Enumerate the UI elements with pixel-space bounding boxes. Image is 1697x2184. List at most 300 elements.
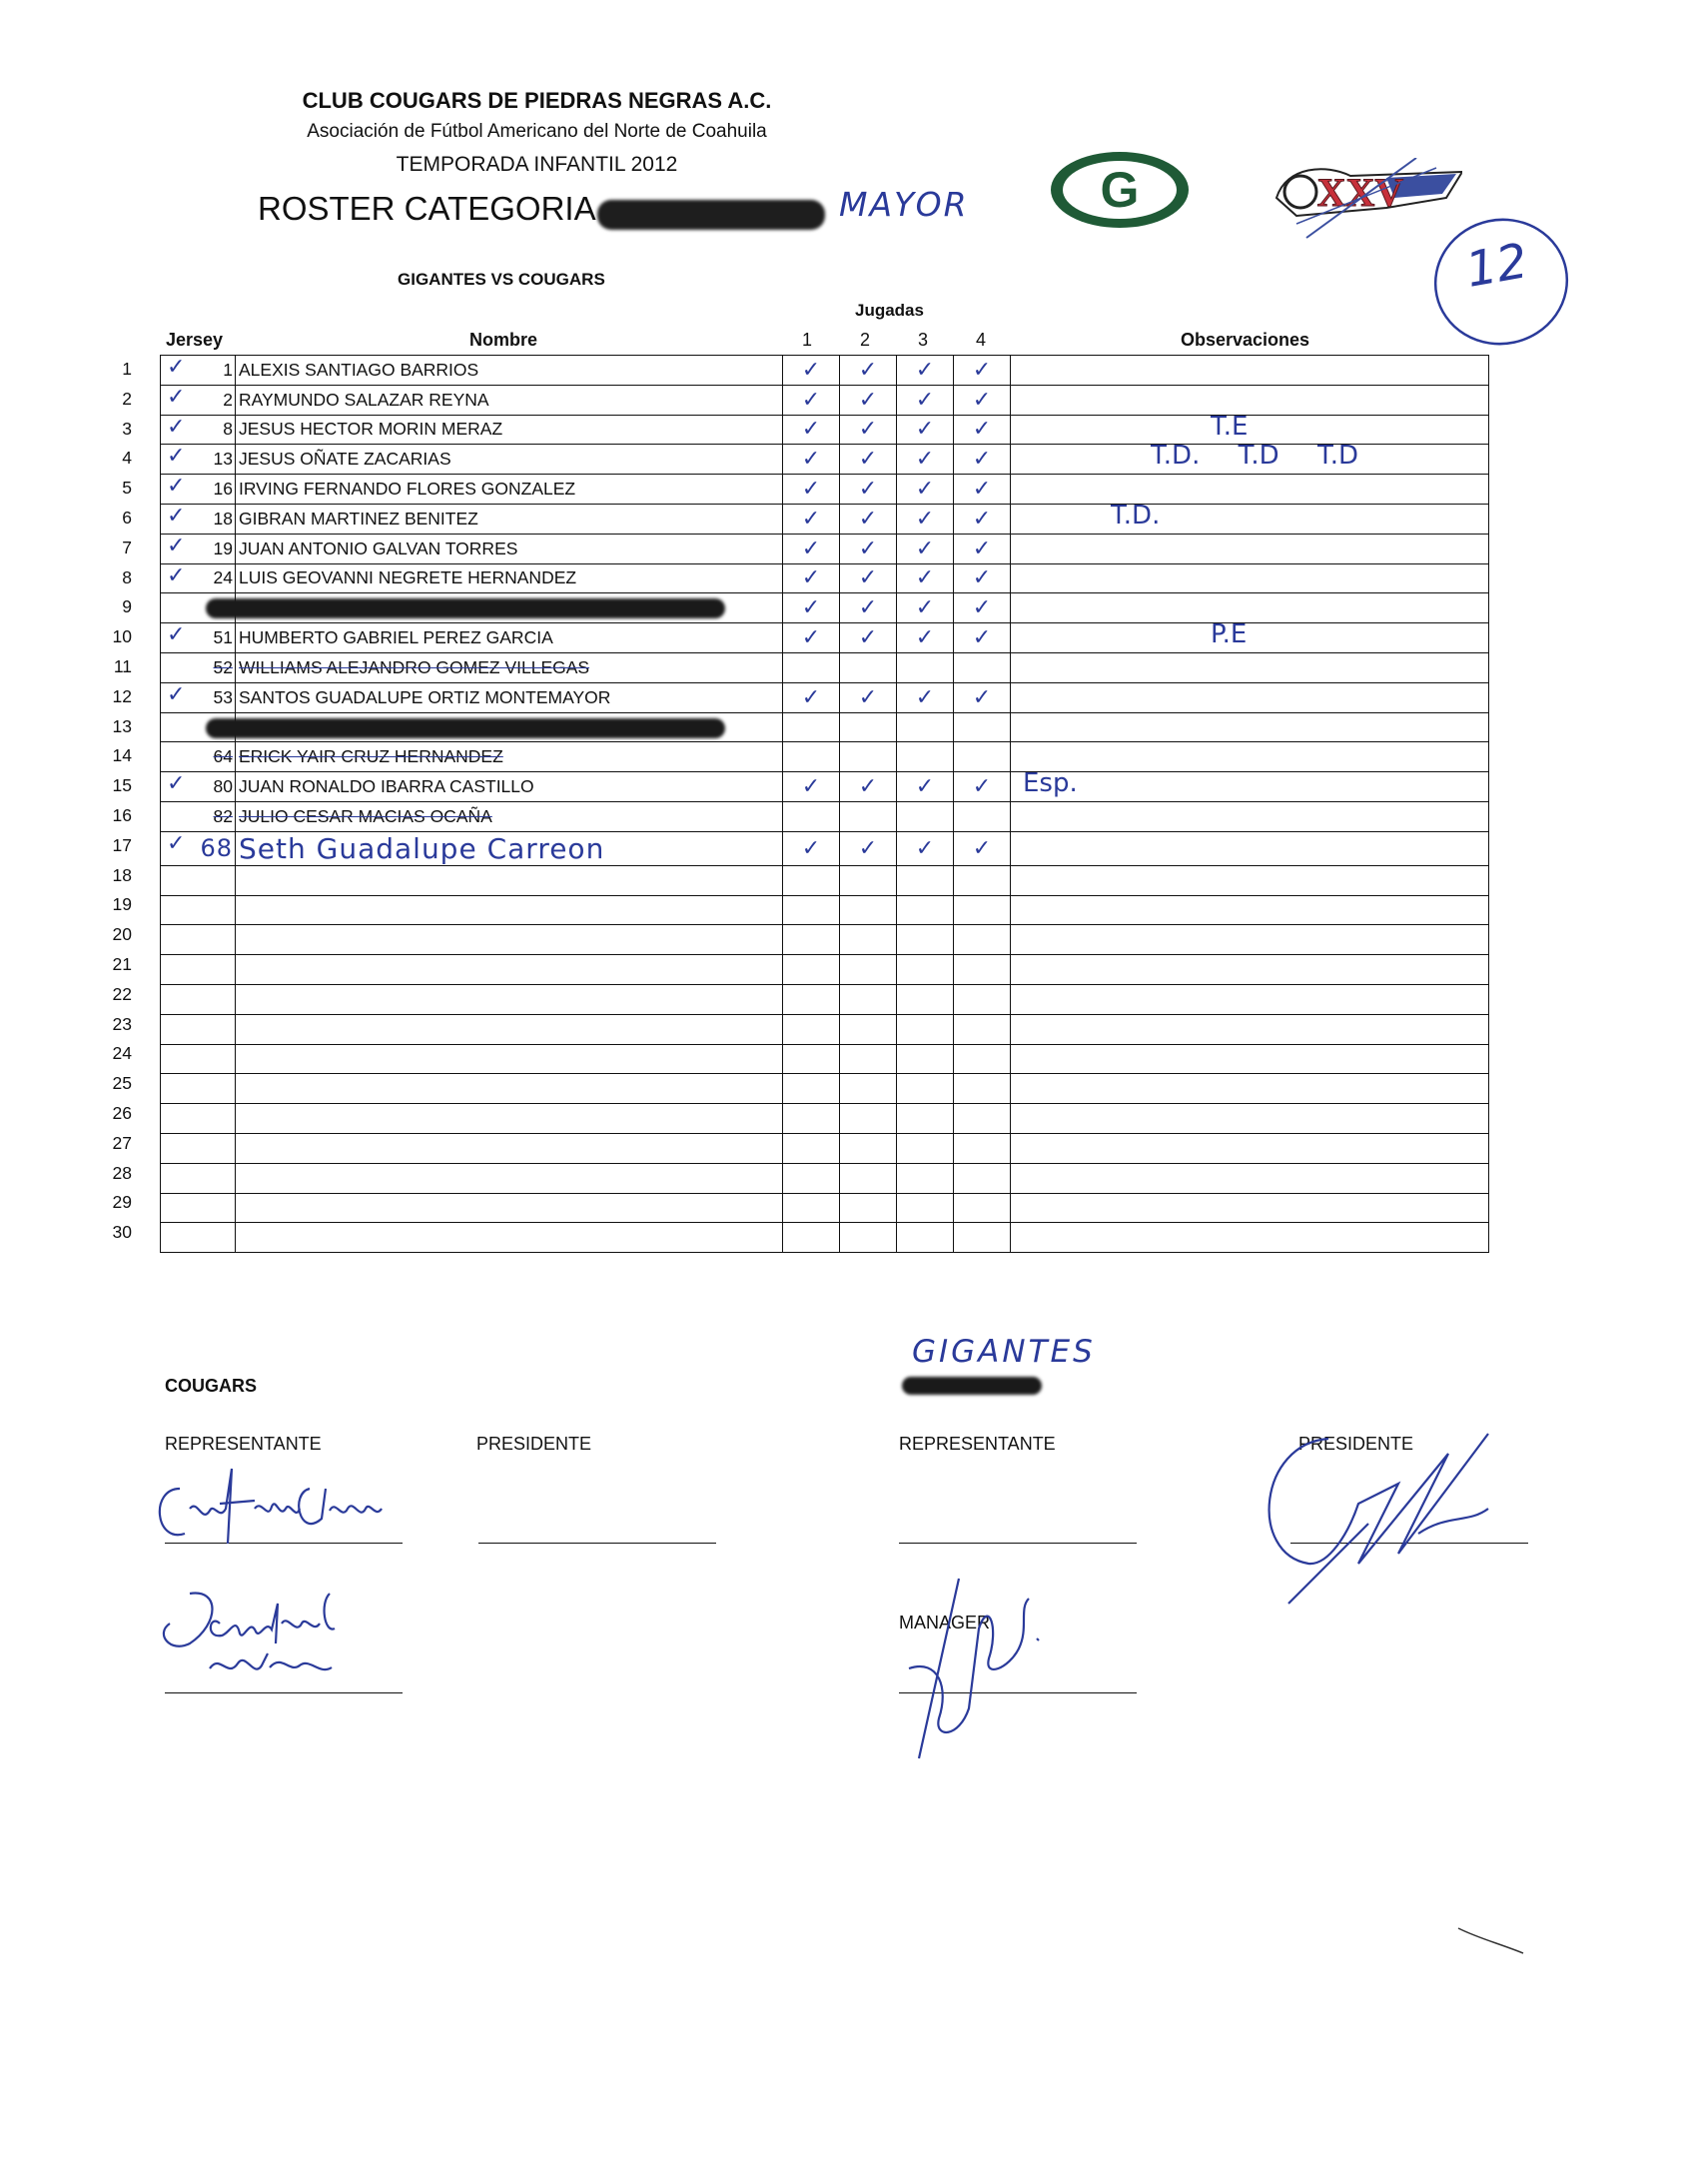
play-1-cell <box>783 652 840 682</box>
play-1-cell <box>783 895 840 925</box>
play-2-cell <box>840 593 897 623</box>
jersey-cell <box>161 831 236 865</box>
play-3-cell <box>897 984 954 1014</box>
play-1-cell <box>783 1133 840 1163</box>
table-row <box>161 1133 1489 1163</box>
observations-cell <box>1011 652 1489 682</box>
cougars-team-label: COUGARS <box>165 1376 258 1396</box>
check-mark-icon: ✓ <box>972 446 992 472</box>
jersey-cell <box>161 984 236 1014</box>
player-name-cell <box>236 385 783 415</box>
table-row <box>161 984 1489 1014</box>
check-mark-icon: ✓ <box>858 356 878 382</box>
name-column-header: Nombre <box>469 330 538 350</box>
play-4-cell <box>954 475 1011 505</box>
table-row <box>161 534 1489 563</box>
table-row <box>161 742 1489 772</box>
check-mark-icon: ✓ <box>972 505 992 531</box>
jersey-cell <box>161 772 236 802</box>
check-mark-icon: ✓ <box>972 594 992 620</box>
check-mark-icon: ✓ <box>972 386 992 412</box>
category-handwritten: MAYOR <box>839 185 969 224</box>
observation-note: T.E <box>1211 411 1249 442</box>
play-2-cell <box>840 1163 897 1193</box>
jersey-cell <box>161 1193 236 1223</box>
check-mark-icon: ✓ <box>972 773 992 799</box>
jersey-cell <box>161 1074 236 1104</box>
play-1-cell <box>783 772 840 802</box>
play-3-cell <box>897 445 954 475</box>
player-name: JUAN RONALDO IBARRA CASTILLO <box>239 776 534 797</box>
observations-cell <box>1011 865 1489 895</box>
check-mark-icon: ✓ <box>915 834 935 860</box>
play-2-cell <box>840 1074 897 1104</box>
jersey-number: 18 <box>213 508 233 529</box>
check-mark-icon: ✓ <box>167 354 186 379</box>
table-row <box>161 1163 1489 1193</box>
jersey-cell <box>161 356 236 386</box>
play-4-cell <box>954 831 1011 865</box>
player-name-cell <box>236 475 783 505</box>
play-1-cell <box>783 593 840 623</box>
check-mark-icon: ✓ <box>801 505 821 531</box>
jersey-cell <box>161 925 236 955</box>
table-row <box>161 445 1489 475</box>
jersey-cell <box>161 801 236 831</box>
jersey-cell <box>161 623 236 653</box>
table-row <box>161 955 1489 985</box>
table-row <box>161 356 1489 386</box>
redaction-mark <box>206 718 725 738</box>
check-mark-icon: ✓ <box>167 621 186 647</box>
jersey-number: 53 <box>213 686 233 707</box>
table-row <box>161 504 1489 534</box>
observations-cell <box>1011 475 1489 505</box>
association-name: Asociación de Fútbol Americano del Norte de Coahuila <box>307 121 767 142</box>
play-2-cell <box>840 682 897 712</box>
row-number: 21 <box>112 954 132 974</box>
row-number: 30 <box>112 1222 132 1243</box>
jersey-number: 24 <box>213 567 233 588</box>
play-1-cell <box>783 742 840 772</box>
player-name-cell <box>236 925 783 955</box>
table-row <box>161 1223 1489 1253</box>
jersey-cell <box>161 955 236 985</box>
jersey-cell <box>161 504 236 534</box>
play-3-cell <box>897 831 954 865</box>
row-number: 18 <box>112 864 132 885</box>
observations-cell <box>1011 441 1489 475</box>
jersey-cell <box>161 652 236 682</box>
play-4-cell <box>954 682 1011 712</box>
play-3-cell <box>897 385 954 415</box>
play-4-cell <box>954 865 1011 895</box>
player-name-cell <box>236 682 783 712</box>
table-row <box>161 652 1489 682</box>
check-mark-icon: ✓ <box>801 594 821 620</box>
table-row <box>161 831 1489 865</box>
observations-cell <box>1011 742 1489 772</box>
play-2-cell <box>840 984 897 1014</box>
check-mark-icon: ✓ <box>858 505 878 531</box>
row-number: 2 <box>122 388 132 409</box>
observations-cell <box>1011 385 1489 415</box>
check-mark-icon: ✓ <box>801 416 821 442</box>
play-2-cell <box>840 801 897 831</box>
play-2-cell <box>840 865 897 895</box>
season-title: TEMPORADA INFANTIL 2012 <box>396 153 678 176</box>
check-mark-icon: ✓ <box>167 770 186 796</box>
table-row <box>161 801 1489 831</box>
packers-style-logo <box>1049 150 1191 235</box>
play-3-cell <box>897 865 954 895</box>
play-1-cell <box>783 534 840 563</box>
check-mark-icon: ✓ <box>915 446 935 472</box>
player-name: RAYMUNDO SALAZAR REYNA <box>239 389 489 410</box>
play-2-header: 2 <box>859 330 870 350</box>
jersey-cell <box>161 865 236 895</box>
check-mark-icon: ✓ <box>915 594 935 620</box>
player-name: ALEXIS SANTIAGO BARRIOS <box>239 359 479 380</box>
observations-cell <box>1011 593 1489 623</box>
player-name-cell <box>236 1223 783 1253</box>
play-3-cell <box>897 772 954 802</box>
redaction-mark <box>206 598 725 618</box>
jersey-cell <box>161 415 236 445</box>
play-1-cell <box>783 563 840 593</box>
play-1-cell <box>783 955 840 985</box>
player-name-cell <box>236 415 783 445</box>
play-4-cell <box>954 1014 1011 1044</box>
player-name-cell <box>236 1104 783 1134</box>
row-number: 1 <box>122 359 132 379</box>
observations-cell <box>1011 1074 1489 1104</box>
gigantes-representative-label: REPRESENTANTE <box>899 1434 1056 1454</box>
play-3-cell <box>897 1223 954 1253</box>
play-3-cell <box>897 1014 954 1044</box>
check-mark-icon: ✓ <box>972 416 992 442</box>
play-2-cell <box>840 385 897 415</box>
observation-note: P.E <box>1211 619 1248 650</box>
player-name-cell <box>236 356 783 386</box>
check-mark-icon: ✓ <box>858 535 878 560</box>
player-name-cell <box>236 1044 783 1074</box>
play-3-cell <box>897 1074 954 1104</box>
play-2-cell <box>840 475 897 505</box>
player-name: LUIS GEOVANNI NEGRETE HERNANDEZ <box>239 567 577 588</box>
jersey-number: 19 <box>213 538 233 558</box>
jersey-number: 68 <box>200 834 233 863</box>
jersey-number: 52 <box>213 656 233 677</box>
row-number: 25 <box>112 1073 132 1094</box>
play-3-cell <box>897 682 954 712</box>
play-4-cell <box>954 504 1011 534</box>
jersey-cell <box>161 385 236 415</box>
logo-xxv-text: XXV <box>1316 170 1404 215</box>
play-3-cell <box>897 1163 954 1193</box>
jersey-number: 1 <box>223 359 233 380</box>
check-mark-icon: ✓ <box>801 446 821 472</box>
check-mark-icon: ✓ <box>801 834 821 860</box>
observations-cell <box>1011 1193 1489 1223</box>
play-3-cell <box>897 1044 954 1074</box>
play-1-cell <box>783 1163 840 1193</box>
signature-line <box>899 1543 1137 1544</box>
player-name-cell <box>236 623 783 653</box>
play-4-cell <box>954 1074 1011 1104</box>
player-name-cell <box>236 563 783 593</box>
check-mark-icon: ✓ <box>858 446 878 472</box>
player-name: JESUS OÑATE ZACARIAS <box>239 449 451 470</box>
play-4-cell <box>954 895 1011 925</box>
play-4-cell <box>954 534 1011 563</box>
observations-cell <box>1011 1223 1489 1253</box>
row-number: 22 <box>112 983 132 1004</box>
check-mark-icon: ✓ <box>972 564 992 590</box>
table-row <box>161 1193 1489 1223</box>
player-name-cell <box>236 534 783 563</box>
play-4-cell <box>954 415 1011 445</box>
observation-note: T.D. T.D T.D <box>1151 441 1359 472</box>
row-number: 3 <box>122 418 132 439</box>
play-2-cell <box>840 1223 897 1253</box>
observations-cell <box>1011 955 1489 985</box>
player-name: Seth Guadalupe Carreon <box>239 831 605 865</box>
check-mark-icon: ✓ <box>167 473 186 499</box>
play-3-cell <box>897 504 954 534</box>
player-name-cell <box>236 955 783 985</box>
play-1-cell <box>783 831 840 865</box>
play-4-cell <box>954 1104 1011 1134</box>
play-2-cell <box>840 504 897 534</box>
table-row <box>161 682 1489 712</box>
play-2-cell <box>840 1104 897 1134</box>
jersey-number: 80 <box>213 776 233 797</box>
observation-note: T.D. <box>1111 500 1161 531</box>
row-number: 7 <box>122 537 132 557</box>
table-row <box>161 865 1489 895</box>
row-number: 15 <box>112 775 132 796</box>
play-3-header: 3 <box>917 330 928 350</box>
check-mark-icon: ✓ <box>167 383 186 409</box>
signature-line <box>478 1543 716 1544</box>
observations-cell <box>1011 925 1489 955</box>
player-name-cell <box>236 1163 783 1193</box>
row-number: 5 <box>122 478 132 499</box>
play-4-cell <box>954 712 1011 742</box>
observations-cell <box>1011 1163 1489 1193</box>
check-mark-icon: ✓ <box>915 773 935 799</box>
play-4-cell <box>954 801 1011 831</box>
player-name: SANTOS GUADALUPE ORTIZ MONTEMAYOR <box>239 686 611 707</box>
player-name-cell <box>236 895 783 925</box>
play-4-cell <box>954 955 1011 985</box>
check-mark-icon: ✓ <box>801 624 821 650</box>
check-mark-icon: ✓ <box>167 829 186 855</box>
check-mark-icon: ✓ <box>801 386 821 412</box>
player-name-cell <box>236 1133 783 1163</box>
play-1-cell <box>783 475 840 505</box>
row-number: 27 <box>112 1132 132 1153</box>
player-name-cell <box>236 445 783 475</box>
play-4-cell <box>954 984 1011 1014</box>
play-3-cell <box>897 652 954 682</box>
gigantes-president-signature <box>1249 1414 1528 1624</box>
play-3-cell <box>897 475 954 505</box>
play-4-header: 4 <box>975 330 986 350</box>
play-2-cell <box>840 356 897 386</box>
row-number: 13 <box>112 715 132 736</box>
check-mark-icon: ✓ <box>801 356 821 382</box>
table-row <box>161 385 1489 415</box>
play-1-cell <box>783 865 840 895</box>
row-number: 11 <box>113 656 132 676</box>
play-2-cell <box>840 772 897 802</box>
table-row <box>161 1074 1489 1104</box>
play-2-cell <box>840 623 897 653</box>
observations-cell <box>1011 984 1489 1014</box>
play-3-cell <box>897 593 954 623</box>
row-number: 23 <box>112 1013 132 1034</box>
play-1-cell <box>783 801 840 831</box>
check-mark-icon: ✓ <box>858 683 878 709</box>
observations-cell <box>1011 895 1489 925</box>
play-4-cell <box>954 925 1011 955</box>
observations-cell <box>1011 1044 1489 1074</box>
observations-cell <box>1011 768 1489 802</box>
play-2-cell <box>840 1193 897 1223</box>
jersey-cell <box>161 742 236 772</box>
jersey-cell <box>161 1223 236 1253</box>
check-mark-icon: ✓ <box>801 476 821 502</box>
play-3-cell <box>897 1193 954 1223</box>
player-name-cell <box>236 1014 783 1044</box>
observation-note: Esp. <box>1023 768 1078 799</box>
jersey-cell <box>161 1163 236 1193</box>
jersey-cell <box>161 445 236 475</box>
play-4-cell <box>954 445 1011 475</box>
play-1-cell <box>783 356 840 386</box>
play-1-cell <box>783 385 840 415</box>
check-mark-icon: ✓ <box>915 624 935 650</box>
jersey-cell <box>161 1044 236 1074</box>
match-title: GIGANTES VS COUGARS <box>398 270 605 289</box>
play-1-cell <box>783 1193 840 1223</box>
play-2-cell <box>840 534 897 563</box>
play-2-cell <box>840 712 897 742</box>
check-mark-icon: ✓ <box>167 561 186 587</box>
check-mark-icon: ✓ <box>858 594 878 620</box>
check-mark-icon: ✓ <box>972 535 992 560</box>
row-number: 16 <box>112 805 132 825</box>
play-1-cell <box>783 623 840 653</box>
jersey-number: 64 <box>213 746 233 767</box>
player-name: GIBRAN MARTINEZ BENITEZ <box>239 508 478 529</box>
check-mark-icon: ✓ <box>858 416 878 442</box>
row-number: 9 <box>122 596 132 617</box>
play-3-cell <box>897 1104 954 1134</box>
play-4-cell <box>954 1044 1011 1074</box>
play-2-cell <box>840 415 897 445</box>
jersey-number: 51 <box>213 627 233 648</box>
play-4-cell <box>954 593 1011 623</box>
cougars-representative-signature <box>150 1449 410 1559</box>
sheet-number: 12 <box>1461 233 1532 299</box>
player-name: WILLIAMS ALEJANDRO GOMEZ VILLEGAS <box>239 656 590 677</box>
player-name-cell <box>236 712 783 742</box>
row-number: 28 <box>112 1162 132 1183</box>
row-number: 10 <box>112 626 132 647</box>
jersey-cell <box>161 682 236 712</box>
redaction-mark <box>597 200 825 230</box>
player-name-cell <box>236 742 783 772</box>
row-number: 29 <box>112 1192 132 1213</box>
player-name: HUMBERTO GABRIEL PEREZ GARCIA <box>239 627 553 648</box>
play-1-cell <box>783 984 840 1014</box>
check-mark-icon: ✓ <box>915 386 935 412</box>
play-4-cell <box>954 356 1011 386</box>
player-name: IRVING FERNANDO FLORES GONZALEZ <box>239 479 576 500</box>
check-mark-icon: ✓ <box>167 502 186 528</box>
table-row <box>161 1044 1489 1074</box>
row-number: 17 <box>112 834 132 855</box>
check-mark-icon: ✓ <box>972 476 992 502</box>
jersey-column-header: Jersey <box>166 330 224 350</box>
player-name: JUAN ANTONIO GALVAN TORRES <box>239 538 518 558</box>
observations-cell <box>1011 1104 1489 1134</box>
check-mark-icon: ✓ <box>915 535 935 560</box>
check-mark-icon: ✓ <box>915 356 935 382</box>
play-1-cell <box>783 925 840 955</box>
jersey-cell <box>161 534 236 563</box>
play-4-cell <box>954 623 1011 653</box>
play-4-cell <box>954 742 1011 772</box>
observations-cell <box>1011 801 1489 831</box>
check-mark-icon: ✓ <box>972 624 992 650</box>
observations-cell <box>1011 619 1489 653</box>
row-number: 8 <box>122 566 132 587</box>
player-name-cell <box>236 772 783 802</box>
player-name: JULIO CESAR MACIAS OCAÑA <box>239 805 492 826</box>
plays-header: Jugadas <box>855 301 924 320</box>
player-name-cell <box>236 831 783 865</box>
table-row <box>161 1014 1489 1044</box>
play-2-cell <box>840 652 897 682</box>
play-1-cell <box>783 415 840 445</box>
play-1-cell <box>783 445 840 475</box>
play-3-cell <box>897 534 954 563</box>
table-row <box>161 593 1489 623</box>
stray-mark <box>1453 1923 1533 1963</box>
play-4-cell <box>954 772 1011 802</box>
jersey-cell <box>161 895 236 925</box>
play-1-cell <box>783 682 840 712</box>
jersey-number: 13 <box>213 449 233 470</box>
check-mark-icon: ✓ <box>167 443 186 469</box>
player-name-cell <box>236 865 783 895</box>
row-number: 4 <box>122 448 132 469</box>
cougars-second-signature <box>150 1584 420 1693</box>
observations-cell <box>1011 534 1489 563</box>
check-mark-icon: ✓ <box>972 356 992 382</box>
play-2-cell <box>840 742 897 772</box>
check-mark-icon: ✓ <box>915 416 935 442</box>
observations-cell <box>1011 682 1489 712</box>
play-3-cell <box>897 1133 954 1163</box>
play-4-cell <box>954 652 1011 682</box>
player-name-cell <box>236 1074 783 1104</box>
check-mark-icon: ✓ <box>858 834 878 860</box>
